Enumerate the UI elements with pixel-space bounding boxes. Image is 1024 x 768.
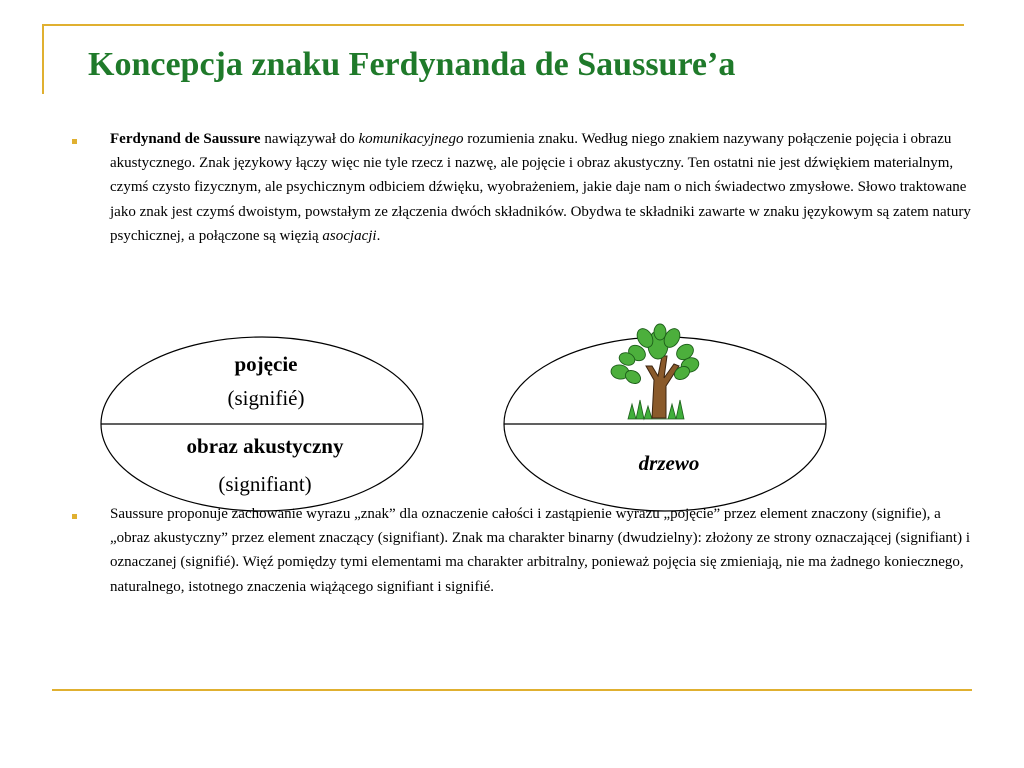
paragraph-proposal: Saussure proponuje zachowanie wyrazu „znak” dla oznaczenie całości i zastąpienie wyrazu „pojęcie” przez element znaczony (signifie), a „obraz akustyczny” przez element znaczący (signifiant). Znak ma charakter binarny (dwudzielny): złożony ze strony oznaczającej (signifiant) i oznaczanej (signifié). Więź pomiędzy tymi elementami ma charakter arbitralny, ponieważ pojęcia się zmieniają, nie ma żadnego koniecznego, naturalnego, istotnego znaczenia wiążącego signifiant i signifié. — [110, 506, 971, 595]
text-run: rozumienia znaku. Według niego znakiem nazywany połączenie pojęcia i obrazu akustycznego. Znak językowy łączy więc nie tyle rzecz i nazwę, ale pojęcie i obraz akustyczny. Ten ostatni nie jest dźwiękiem materialnym, czymś czysto fizycznym, ale psychicznym odbiciem dźwięku, wyobrażeniem, jakie daje nam o nich świadectwo zmysłowe. Słowo traktowane jako znak jest czymś dwoistym, powstałym ze złączenia dwóch składników. Obydwa te składniki zawarte w znaku językowym są zatem natury psychicznej, a połączone są więzią — [110, 131, 971, 244]
text-run: . — [376, 227, 381, 244]
concept-sign-ellipse — [101, 337, 423, 511]
signified-sub: (signifié) — [227, 386, 305, 410]
italic-term: asocjacji — [322, 227, 377, 244]
signifier-label: obraz akustyczny — [186, 434, 344, 458]
word-label: drzewo — [638, 451, 700, 475]
italic-term: komunikacyjnego — [358, 131, 464, 147]
page-title: Koncepcja znaku Ferdynanda de Saussure’a — [88, 46, 736, 83]
bottom-rule — [52, 689, 972, 691]
signified-label: pojęcie — [234, 352, 298, 376]
tree-sign-ellipse — [504, 324, 826, 511]
bullet-marker — [72, 514, 77, 519]
text-run: nawiązywał do — [260, 131, 359, 147]
signifier-sub: (signifiant) — [218, 472, 312, 496]
bold-name: Ferdynand de Saussure — [110, 131, 261, 147]
